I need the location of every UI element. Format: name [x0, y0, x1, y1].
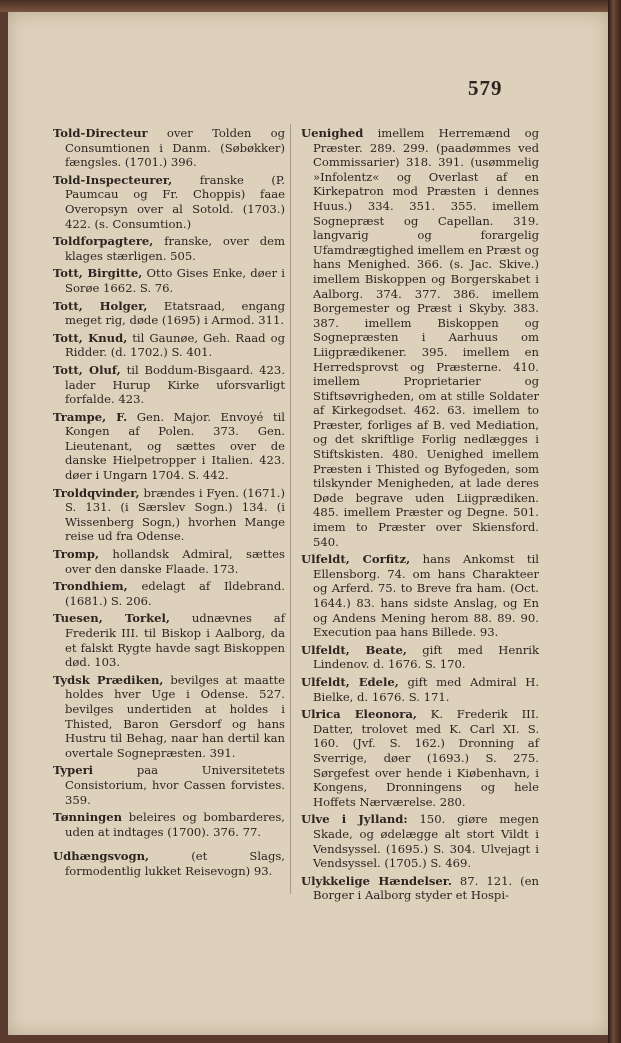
index-entry: [301, 675, 539, 704]
index-entry: [53, 547, 285, 576]
index-entry: [301, 874, 539, 903]
entry-headword: Told-Directeur: [53, 126, 148, 140]
entry-headword: Troldqvinder,: [53, 485, 140, 500]
index-entry: [53, 763, 285, 807]
index-entry: [301, 643, 539, 672]
entry-headword: Tott, Birgitte,: [53, 266, 143, 281]
index-entry: [301, 707, 539, 809]
entry-headword: Tott, Knud,: [53, 330, 128, 345]
book-top-edge: [0, 0, 621, 12]
entry-text: 150. giøre megen Skade, og ødelægge alt stort Vildt i Vendsyssel. (1695.) S. 304. Ulvejagt i Vendsyssel. (1705.) S. 469.: [313, 812, 539, 871]
index-entry: [53, 673, 285, 761]
entry-headword: Ulrica Eleonora,: [301, 707, 417, 722]
entry-text: gift med Admiral H. Bielke, d. 1676. S. 171.: [313, 674, 540, 704]
book-binding-edge: [608, 0, 621, 1043]
index-entry: [53, 173, 285, 231]
entry-headword: Tydsk Prædiken,: [53, 672, 164, 687]
left-column: [53, 126, 285, 882]
index-entry: [53, 410, 285, 483]
entry-headword: Ulykkelige Hændelser.: [301, 873, 452, 888]
entry-text: franske (P. Paumcau og Fr. Choppis) faae Overopsyn over al Sotold. (1703.) 422. (s. Consumtion.): [65, 172, 285, 231]
index-entry: [53, 486, 285, 544]
entry-text: hans Ankomst til Ellensborg. 74. om hans Charakteer og Arferd. 75. to Breve fra ham. (Oct. 1644.) 83. hans sidste Anslag, og En og Andens Mening herom 88. 89. 90. Execution paa hans Billede. 93.: [313, 552, 539, 640]
entry-text: brændes i Fyen. (1671.) S. 131. (i Særslev Sogn.) 134. (i Wissenberg Sogn,) hvorhen Mange reise ud fra Odense.: [65, 485, 286, 544]
entry-headword: Typeri: [53, 763, 94, 778]
entry-headword: Toldforpagtere,: [53, 234, 154, 249]
index-entry: [53, 266, 285, 295]
page-number: 579: [468, 76, 503, 100]
entry-text: over Tolden og Consumtionen i Danm. (Søbøkker) fængsles. (1701.) 396.: [65, 126, 286, 170]
index-entry: [53, 611, 285, 669]
index-entry: [53, 234, 285, 263]
entry-headword: Ulfeldt, Corfitz,: [301, 552, 411, 567]
entry-text: bevilges at maatte holdes hver Uge i Odense. 527. bevilges undertiden at holdes i Thisted, Baron Gersdorf og hans Hustru til Behag, naar han dertil kan overtale Sognepræsten. 391.: [65, 672, 286, 760]
entry-text: gift med Henrik Lindenov. d. 1676. S. 170.: [313, 642, 539, 672]
index-entry: [53, 126, 285, 170]
index-entry: [53, 579, 285, 608]
index-entry: [301, 552, 539, 640]
entry-headword: Uenighed: [301, 126, 364, 140]
index-entry: [53, 363, 285, 407]
index-entry: [53, 849, 285, 878]
entry-headword: Tromp,: [53, 547, 100, 562]
entry-text: paa Universitetets Consistorium, hvor Cassen forvistes. 359.: [65, 763, 286, 807]
entry-text: edelagt af Ildebrand. (1681.) S. 206.: [65, 579, 285, 608]
entry-text: til Gaunøe, Geh. Raad og Ridder. (d. 1702.) S. 401.: [65, 330, 285, 360]
column-divider: [290, 124, 291, 894]
entry-text: til Boddum-Bisgaard. 423. lader Hurup Kirke uforsvarligt forfalde. 423.: [65, 362, 285, 407]
entry-headword: Tuesen, Torkel,: [53, 611, 170, 626]
right-column: [301, 126, 539, 906]
entry-text: Otto Gises Enke, døer i Sorøe 1662. S. 76.: [65, 266, 286, 295]
index-entry: [53, 810, 285, 839]
entry-headword: Tott, Oluf,: [53, 362, 121, 377]
index-entry: [53, 299, 285, 328]
entry-headword: Ulfeldt, Beate,: [301, 642, 407, 657]
entry-text: imellem Herremænd og Præster. 289. 299. (paadømmes ved Commissarier) 318. 391. (usømmelig »Infolentz« og Overlast af en Kirkepatron mod Præsten i dennes Huus.) 334. 351. 355. imellem Sognepræst og Capellan. 319. langvarig og forargelig Ufamdrægtighed imellem en Præst og hans Menighed. 366. (s. Jac. Skive.) imellem Biskoppen og Borgerskabet i Aalborg. 374. 377. 386. imellem Borgemester og Præst i Skyby. 383. 387. imellem Biskoppen og Sognepræsten i Aarhuus om Liigprædikener. 395. imellem en Herredsprovst og Præsterne. 410. imellem Proprietarier og Stiftsøvrigheden, om at stille Soldater af Kirkegodset. 462. 63. imellem to Præster, forliges af B. ved Mediation, og det skriftlige Forlig nedlægges i Stiftskisten. 480. Uenighed imellem Præsten i Thisted og Byfogeden, som tilskynder Menigheden, at lade deres Døde begrave uden Liigprædiken. 485. imellem Præster og Degne. 501. imem to Præster over Skiensford. 540.: [313, 126, 540, 549]
entry-text: 87. 121. (en Borger i Aalborg styder et Hospi-: [313, 873, 539, 903]
index-entry: [301, 812, 539, 870]
entry-headword: Told-Inspecteurer,: [53, 172, 173, 187]
entry-headword: Trampe, F.: [53, 409, 128, 424]
entry-headword: Trondhiem,: [53, 579, 128, 594]
entry-text: udnævnes af Frederik III. til Biskop i Aalborg, da et falskt Rygte havde sagt Biskoppen død. 103.: [65, 611, 285, 670]
index-entry: [53, 331, 285, 360]
entry-headword: Tott, Holger,: [53, 298, 148, 313]
entry-text: franske, over dem klages stærligen. 505.: [65, 234, 285, 263]
entry-text: Gen. Major. Envoyé til Kongen af Polen. 373. Gen. Lieutenant, og sættes over de danske Hielpetropper i Italien. 423. døer i Ungarn 1704. S. 442.: [65, 409, 286, 483]
entry-text: hollandsk Admiral, sættes over den danske Flaade. 173.: [65, 547, 285, 576]
index-entry: [301, 126, 539, 549]
entry-headword: Tønningen: [53, 810, 123, 825]
entry-headword: Udhængsvogn,: [53, 849, 150, 864]
entry-headword: Ulve i Jylland:: [301, 812, 408, 827]
entry-text: beleires og bombarderes, uden at indtages (1700). 376. 77.: [65, 810, 285, 839]
entry-text: K. Frederik III. Datter, trolovet med K. Carl XI. S. 160. (Jvf. S. 162.) Dronning af Sverrige, døer (1693.) S. 275. Sørgefest over hende i Kiøbenhavn, i Kongens, Dronningens og hele Hoffets Nærværelse. 280.: [313, 707, 539, 809]
entry-text: Etatsraad, engang meget rig, døde (1695) i Armod. 311.: [65, 298, 286, 328]
entry-headword: Ulfeldt, Edele,: [301, 674, 399, 689]
entry-text: (et Slags, formodentlig lukket Reisevogn) 93.: [65, 849, 285, 878]
